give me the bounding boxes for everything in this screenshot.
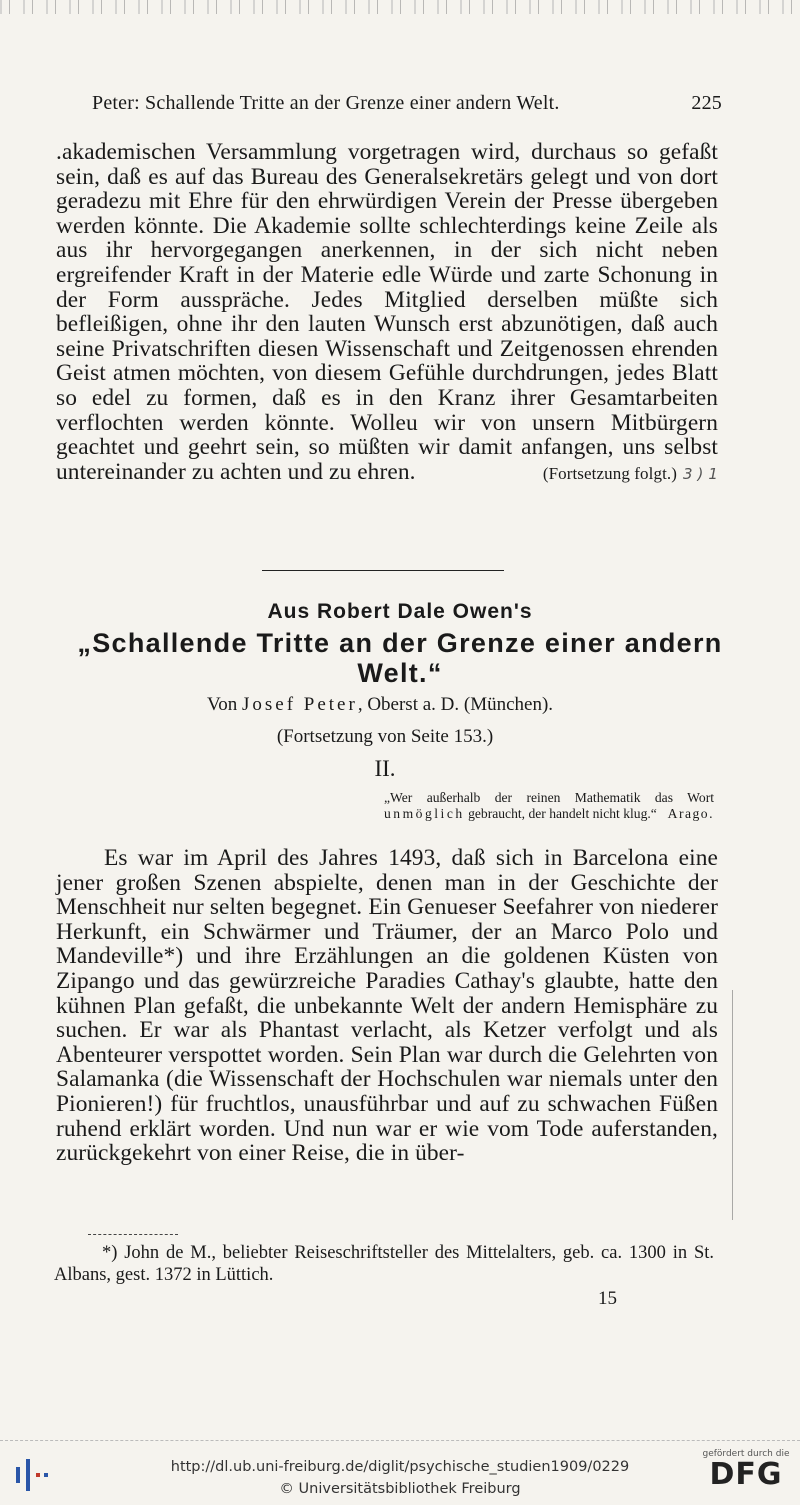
author-name: Josef Peter xyxy=(241,694,358,715)
running-header xyxy=(92,92,722,118)
dfg-logo xyxy=(702,1449,790,1491)
main-paragraph xyxy=(56,846,718,1218)
intro-paragraph xyxy=(56,140,718,540)
footnote xyxy=(54,1242,714,1286)
footnote-text: *) John de M., beliebter Reiseschriftsteller des Mittelalters, geb. ca. 1300 in St. Albans, gest. 1372 in Lüttich. xyxy=(54,1243,714,1285)
byline-prefix: Von xyxy=(206,694,238,715)
footnote-rule xyxy=(88,1234,178,1235)
margin-mark xyxy=(718,990,733,1220)
funder-note: gefördert durch die xyxy=(702,1449,790,1459)
copyright-notice: © Universitätsbibliothek Freiburg xyxy=(279,1481,521,1497)
article-title: „Schallende Tritte an der Grenze einer andern Welt.“ xyxy=(77,628,723,688)
epigraph: „Wer außerhalb der reinen Mathematik das Wort unmöglich gebraucht, der handelt nicht klug.“ Arago. xyxy=(384,790,714,821)
page-number: 225 xyxy=(691,92,722,114)
continued-from: (Fortsetzung von Seite 153.) xyxy=(276,726,494,747)
epigraph-spaced-word: unmöglich xyxy=(384,806,465,821)
section-number: II. xyxy=(374,756,396,781)
article-byline xyxy=(0,694,760,716)
article-subtitle: Aus Robert Dale Owen's xyxy=(267,600,533,623)
permalink-url[interactable]: http://dl.ub.uni-freiburg.de/diglit/psychische_studien1909/0229 xyxy=(170,1459,630,1475)
intro-paragraph-text: .akademischen Versammlung vorgetragen wird, durchaus so gefaßt sein, daß es auf das Bureau des Generalsekretärs gelegt und von dort geradezu mit Ehre für den ehrwürdigen Verein der Presse übergeben werden könnte. Die Akademie sollte schlechterdings keine Zeile als aus ihr hervorgegangen anerkennen, in der sich nicht neben ergreifender Kraft in der Materie edle Würde und zarte Schonung in der Form ausspräche. Jedes Mitglied derselben müßte sich befleißigen, ohne ihr den lauten Wunsch erst abzunötigen, daß auch seine Privatschriften diesen Wissenschaft und Zeitgenossen ehrenden Geist atmen möchten, von diesem Gefühle durchdrungen, jedes Blatt so edel zu formen, daß es in den Kranz ihrer Gesamtarbeiten verflochten werden könnte. Wolleu wir von unsern Mitbürgern geachtet und geehrt sein, so müßten wir damit anfangen, uns selbst untereinander zu achten und zu ehren. xyxy=(56,139,718,485)
section-divider xyxy=(262,570,504,571)
pencil-annotation: 3 ) 1 xyxy=(683,464,718,483)
main-paragraph-text: Es war im April des Jahres 1493, daß sich in Barcelona eine jener großen Szenen abspielte, denen man in der Geschichte der Menschheit nur selten begegnet. Ein Genueser Seefahrer von niederer Herkunft, ein Schwärmer und Träumer, der an Marco Polo und Mandeville*) und ihre Erzählungen an die goldenen Küsten von Zipango und das gewürzreiche Paradies Cathay's glaubte, hatte den kühnen Plan gefaßt, die unbekannte Welt der andern Hemisphäre zu suchen. Er war als Phantast verlacht, als Ketzer verfolgt und als Abenteurer verspottet worden. Sein Plan war durch die Gelehrten von Salamanka (die Wissenschaft der Hochschulen war niemals unter den Pionieren!) für fruchtlos, unausführbar und auf zu schwachen Füßen ruhend erklärt worden. Und nun war er wie vom Tode auferstanden, zurückgekehrt von einer Reise, die in über- xyxy=(56,845,718,1167)
signature-mark: 15 xyxy=(598,1288,617,1309)
dfg-logo-text: DFG xyxy=(709,1457,783,1492)
epigraph-attribution: Arago. xyxy=(667,806,714,821)
running-title: Peter: Schallende Tritte an der Grenze einer andern Welt. xyxy=(92,92,560,114)
continuation-note: (Fortsetzung folgt.) 3 ) 1 xyxy=(542,463,718,483)
byline-suffix: , Oberst a. D. (München). xyxy=(357,694,554,715)
viewer-footer xyxy=(0,1440,800,1505)
